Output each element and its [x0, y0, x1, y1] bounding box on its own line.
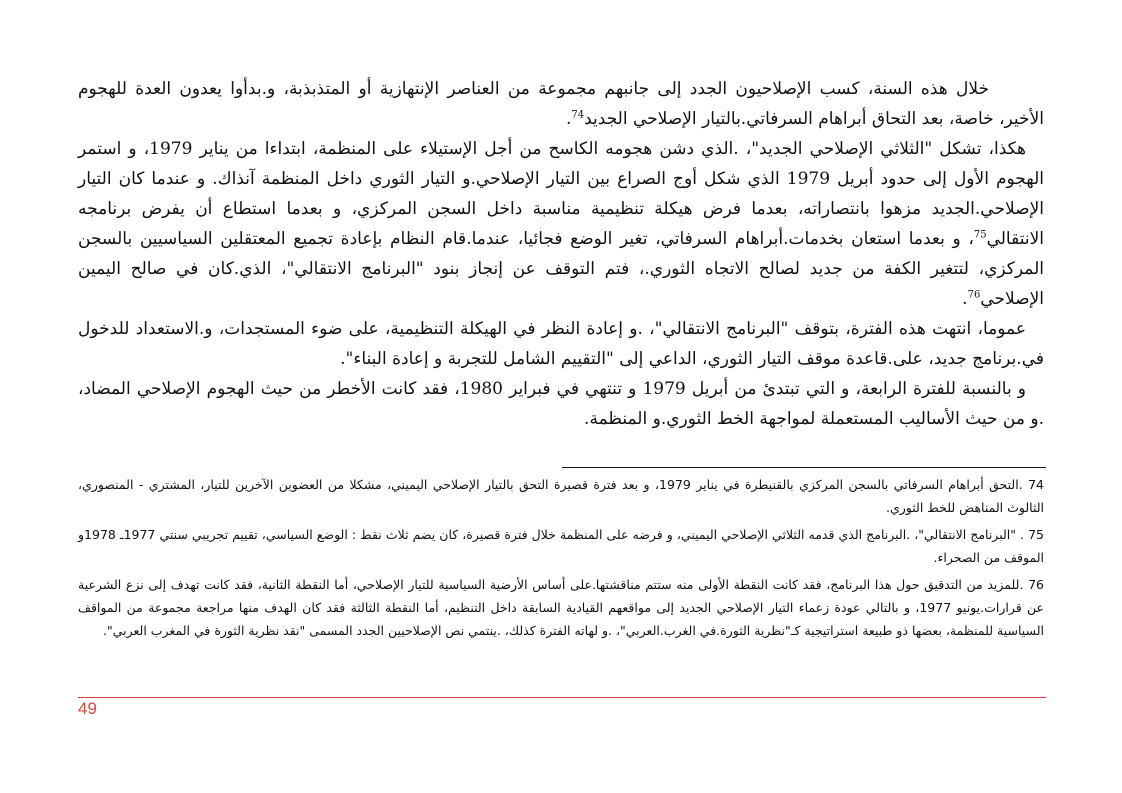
paragraph-2-text-a: هكذا، تشكل "الثلاثي الإصلاحي الجديد"، .الذي دشن هجومه الكاسح من أجل الإستيلاء على المنظمة، ابتداءا من يناير 1979، و استمر الهجوم الأول إلى حدود أبريل 1979 الذي شكل أوج الصراع بين التيار الإصلاحي.و التيار الثوري داخل المنظمة آنذاك. و عندما كان التيار الإصلاحي.الجديد مزهوا بانتصاراته، بعدما فرض هيكلة تنظيمية مناسبة داخل السجن المركزي، و بعدما استطاع أن يفرض برنامجه الانتقالي [78, 139, 1044, 249]
paragraph-1-text: خلال هذه السنة، كسب الإصلاحيون الجدد إلى جانبهم مجموعة من العناصر الإنتهازية أو المتذبذبة، و.بدأوا يعدون العدة للهجوم الأخير، خاصة، بعد التحاق أبراهام السرفاتي.بالتيار الإصلاحي الجديد [78, 79, 1044, 129]
footnote-74: 74 .التحق أبراهام السرفاتي بالسجن المركزي بالقنيطرة في يناير 1979، و بعد فترة قصيرة التحق بالتيار الإصلاحي اليميني، مشكلا من العضوين الآخرين للتيار، المشتري - المنصوري، الثالوث المناهض للخط الثوري. [78, 477, 1044, 515]
paragraph-1-tail: . [565, 109, 572, 129]
paragraph-2 [78, 134, 1044, 314]
page-footer-rule [78, 697, 1046, 698]
footnote-75: 75 . "البرنامج الانتقالي"، .البرنامج الذي قدمه الثلاثي الإصلاحي اليميني، و فرضه على المنظمة خلال فترة قصيرة، كان يضم ثلاث نقط : الوضع السياسي، تقييم تجريبي سنتي 1977ـ 1978و الموقف من الصحراء. [78, 527, 1044, 565]
paragraph-4: و بالنسبة للفترة الرابعة، و التي تبتدئ من أبريل 1979 و تنتهي في فبراير 1980، فقد كانت الأخطر من حيث الهجوم الإصلاحي المضاد، .و من حيث الأساليب المستعملة لمواجهة الخط الثوري.و المنظمة. [78, 379, 1044, 429]
main-text [78, 74, 1044, 434]
footnote-ref-75[interactable]: 75 [973, 229, 987, 241]
footnote-ref-74[interactable]: 74 [571, 109, 585, 121]
paragraph-2-text-b: ، و بعدما استعان بخدمات.أبراهام السرفاتي، تغير الوضع فجائيا، عندما.قام النظام بإعادة تجميع المعتقلين السياسيين بالسجن المركزي، لتتغير الكفة من جديد لصالح الاتجاه الثوري.، فتم التوقف عن إنجاز بنود "البرنامج الانتقالي"، الذي.كان في صالح اليمين الإصلاحي [78, 229, 1044, 309]
paragraph-1 [78, 74, 1044, 134]
footnote-76: 76 .للمزيد من التدقيق حول هذا البرنامج، فقد كانت النقطة الأولى منه ستتم مناقشتها.على أساس الأرضية السياسية للتيار الإصلاحي، أما النقطة الثانية، فقد كانت تهدف إلى نزع الشرعية عن قرارات.يونيو 1977، و بالتالي عودة زعماء التيار الإصلاحي الجديد إلى مواقعهم القيادية السابقة داخل التنظيم، أما النقطة الثالثة فقد كان الهدف منها مراجعة مجموعة من المواقف السياسية للمنظمة، بعضها ذو طبيعة استراتيجية كـ"نظرية الثورة.في الغرب.العربي"، .و لهاته الفترة كذلك، .ينتمي نص الإصلاحيين الجدد المسمى "نقد نظرية الثورة في المغرب العربي". [78, 577, 1044, 638]
paragraph-2-tail: . [962, 289, 968, 309]
footnotes [78, 473, 1044, 646]
page-number: 49 [78, 699, 97, 718]
footnote-ref-76[interactable]: 76 [967, 289, 981, 301]
footnote-separator [562, 467, 1046, 468]
paragraph-3: عموما، انتهت هذه الفترة، بتوقف "البرنامج الانتقالي"، .و إعادة النظر في الهيكلة التنظيمية، على ضوء المستجدات، و.الاستعداد للدخول في.برنامج جديد، على.قاعدة موقف التيار الثوري، الداعي إلى "التقييم الشامل للتجربة و إعادة البناء". [78, 319, 1044, 369]
